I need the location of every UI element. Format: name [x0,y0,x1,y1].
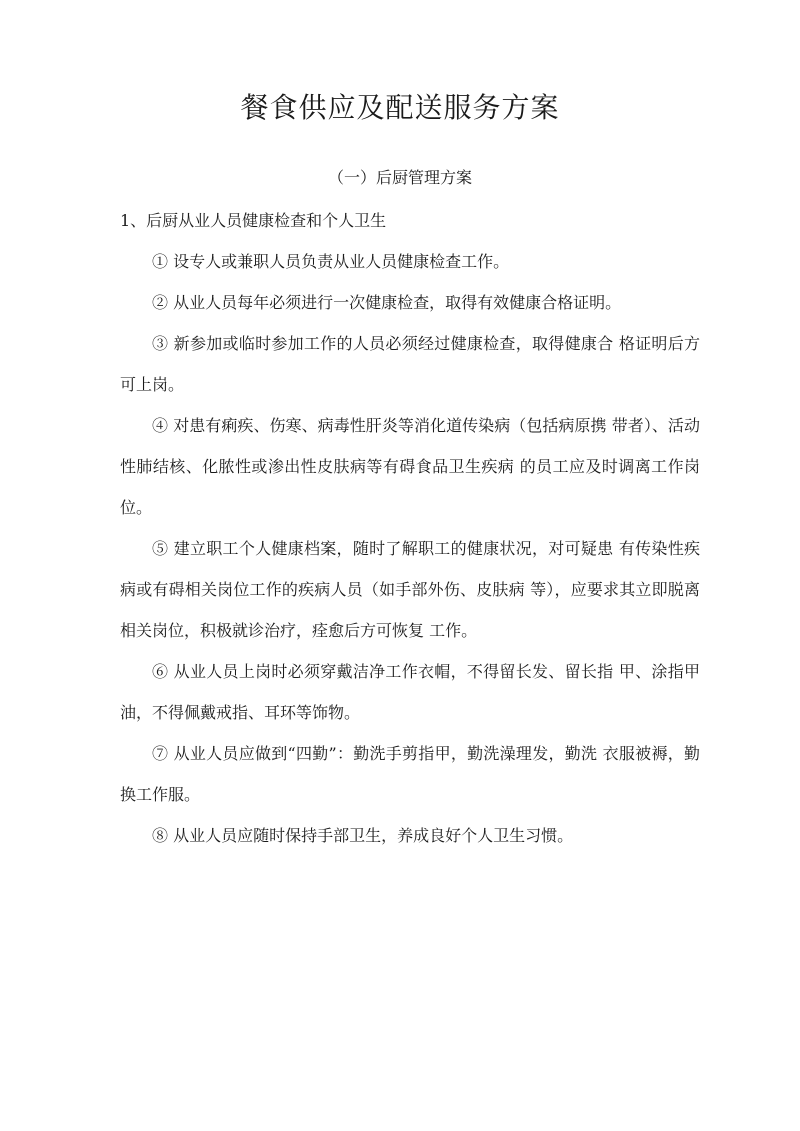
list-item-4: ④ 对患有痢疾、伤寒、病毒性肝炎等消化道传染病（包括病原携 带者）、活动性肺结核、化脓性或渗出性皮肤病等有碍食品卫生疾病 的员工应及时调离工作岗位。 [120,416,700,517]
list-item-1: ① 设专人或兼职人员负责从业人员健康检查工作。 [152,252,510,271]
document-body [120,200,700,856]
list-item-5: ⑤ 建立职工个人健康档案，随时了解职工的健康状况，对可疑患 有传染性疾病或有碍相关岗位工作的疾病人员（如手部外伤、皮肤病 等），应要求其立即脱离相关岗位，积极就诊治疗，痊愈后方可恢复 工作。 [120,539,700,640]
list-item-7: ⑦ 从业人员应做到“四勤”：勤洗手剪指甲，勤洗澡理发，勤洗 衣服被褥，勤换工作服。 [120,744,700,804]
list-item-8: ⑧ 从业人员应随时保持手部卫生，养成良好个人卫生习惯。 [152,826,574,845]
document-title: 餐食供应及配送服务方案 [240,91,560,124]
section-subtitle: （一）后厨管理方案 [327,168,472,187]
section-heading: 1、后厨从业人员健康检查和个人卫生 [120,211,387,230]
list-item-2: ② 从业人员每年必须进行一次健康检查，取得有效健康合格证明。 [152,293,622,312]
list-item-6: ⑥ 从业人员上岗时必须穿戴洁净工作衣帽，不得留长发、留长指 甲、涂指甲油，不得佩戴戒指、耳环等饰物。 [120,662,700,722]
list-item-3: ③ 新参加或临时参加工作的人员必须经过健康检查，取得健康合 格证明后方可上岗。 [120,334,700,394]
